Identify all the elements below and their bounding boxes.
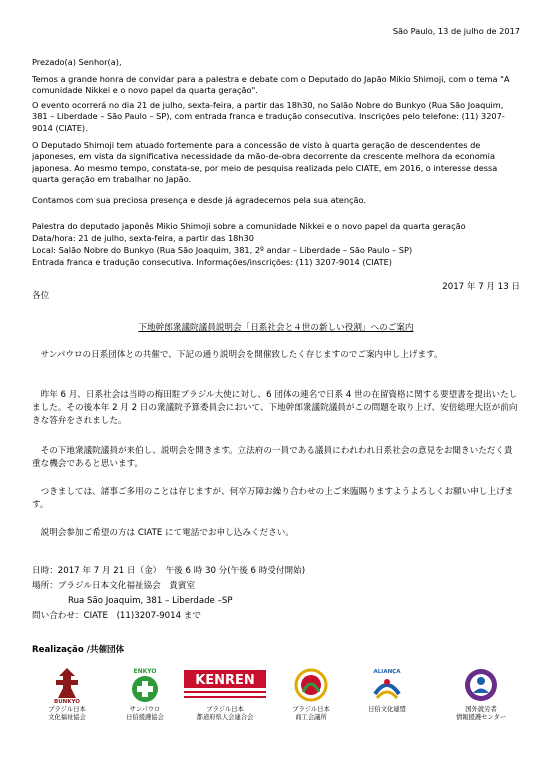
organizer-logos <box>32 666 520 756</box>
pt-salutation: Prezado(a) Senhor(a), <box>32 57 122 67</box>
ciate-emblem-icon <box>462 666 500 704</box>
jp-paragraph-2: 昨年 6 月、日系社会は当時の梅田駐ブラジル大使に対し、6 団体の連名で日系 4 世の在留資格に関する要望書を提出いたしました。その後本年 2 月 2 日の衆議院予算委員会において、下地幹郎衆議院議員がこの問題を取り上げ、安倍総理大臣が前向きな答弁をされました。 <box>32 390 518 426</box>
jp-salutation: 各位 <box>32 291 50 301</box>
svg-text:KENREN: KENREN <box>195 673 255 688</box>
bunkyo-emblem-icon <box>50 666 84 704</box>
jp-event-place: 場所：ブラジル日本文化福祉協会 貴賓室 <box>32 581 196 591</box>
chamber-emblem-icon <box>293 666 329 704</box>
pt-summary-title: Palestra do deputado japonês Mikio Shimoji sobre a comunidade Nikkei e o novo papel da quarta geração <box>32 221 466 231</box>
pt-date: São Paulo, 13 de julho de 2017 <box>392 26 520 36</box>
jp-paragraph-3: その下地衆議院議員が来伯し、説明会を開きます。立法府の一員である議員にわれわれ日系社会の意見をお聞きいただく貴重な機会であると思います。 <box>32 446 513 469</box>
jp-date: 2017 年 7 月 13 日 <box>442 282 520 292</box>
svg-text:ENKYO: ENKYO <box>133 668 157 675</box>
jp-paragraph-4: つきましては、諸事ご多用のことは存じますが、何卒万障お繰り合わせの上ご来臨賜りますようよろしくお願い申し上げます。 <box>32 487 514 510</box>
logo-caption-enkyo: サンパウロ 日伯援護協会 <box>126 706 164 722</box>
pt-summary-place: Local: Salão Nobre do Bunkyo (Rua São Joaquim, 381, 2º andar – Liberdade – São Paulo – SP) <box>32 245 413 255</box>
logo-caption-alianca: 日伯文化連盟 <box>368 706 406 713</box>
jp-title: 下地幹郎衆議院議員説明会「日系社会と４世の新しい役割」へのご案内 <box>138 323 414 333</box>
logo-bunkyo <box>32 666 102 722</box>
logo-caption-camara: ブラジル日本 商工会議所 <box>292 706 330 722</box>
jp-event-date: 日時：2017 年 7 月 21 日（金） 午後 6 時 30 分(午後 6 時受付開始) <box>32 566 306 576</box>
svg-text:BUNKYO: BUNKYO <box>54 699 80 704</box>
pt-summary-date: Data/hora: 21 de julho, sexta-feira, a partir das 18h30 <box>32 233 254 243</box>
logo-ciate <box>442 666 520 722</box>
logo-caption-bunkyo: ブラジル日本 文化福祉協会 <box>48 706 86 722</box>
alianca-emblem-icon <box>367 666 407 704</box>
jp-paragraph-1: サンパウロの日系団体との共催で、下記の通り説明会を開催致したく存じますのでご案内申し上げます。 <box>40 350 443 360</box>
logo-alianca <box>352 666 422 714</box>
logo-kenren <box>182 666 268 722</box>
kenren-wordmark-icon <box>183 666 267 704</box>
jp-event-contact: 問い合わせ：CIATE (11)3207-9014 まで <box>32 611 201 621</box>
pt-paragraph-4: Contamos com sua preciosa presença e desde já agradecemos pela sua atenção. <box>32 195 367 205</box>
pt-summary-entry: Entrada franca e tradução consecutiva. Informações/inscrições: (11) 3207-9014 (CIATE) <box>32 257 392 267</box>
logo-camara <box>276 666 346 722</box>
jp-event-address: Rua São Joaquim, 381 – Liberdade –SP <box>68 596 233 606</box>
enkyo-cross-icon <box>127 666 163 704</box>
logo-caption-ciate: 国外就労者 情報援護センター <box>455 706 507 722</box>
pt-paragraph-2: O evento ocorrerá no dia 21 de julho, sexta-feira, a partir das 18h30, no Salão Nobre do Bunkyo (Rua São Joaquim, 381 – Liberdade – São Paulo – SP), com entrada franca e tradução consecutiva. Inscrições pelo telefone: (11) 3207-9014 (CIATE). <box>32 100 505 133</box>
jp-paragraph-5: 説明会参加ご希望の方は CIATE にて電話でお申し込みください。 <box>40 528 294 538</box>
realizacao-heading: Realização /共催団体 <box>32 645 125 655</box>
logo-caption-kenren: ブラジル日本 都道府県人会連合会 <box>196 706 254 722</box>
svg-text:ALIANÇA: ALIANÇA <box>373 669 401 675</box>
pt-paragraph-1: Temos a grande honra de convidar para a palestra e debate com o Deputado do Japão Mikio Shimoji, com o tema "A comunidade Nikkei e o novo papel da quarta geração". <box>32 74 510 96</box>
pt-paragraph-3: O Deputado Shimoji tem atuado fortemente para a concessão de visto à quarta geração de descendentes de japoneses, em vista da significativa necessidade da mão-de-obra decorrente da crescente melhora da economia japonesa. Ao mesmo tempo, constata-se, por meio de pesquisa realizada pelo CIATE, em 2016, o interesse dessa quarta geração em trabalhar no Japão. <box>32 140 498 184</box>
logo-enkyo <box>110 666 180 722</box>
